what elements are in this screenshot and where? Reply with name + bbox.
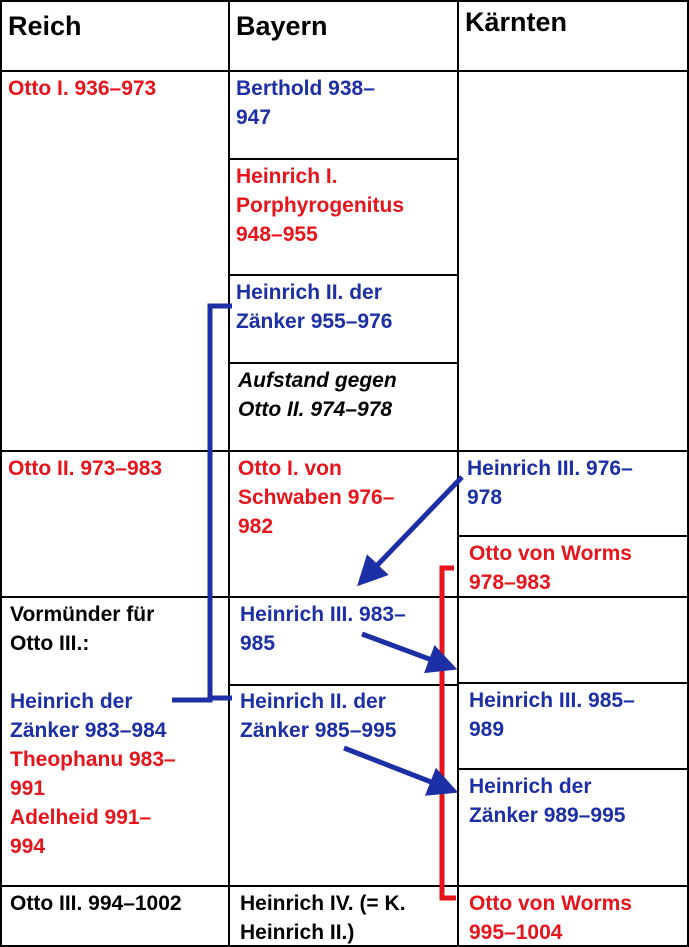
kaernten-heinrich3b: Heinrich III. 985– 989: [469, 689, 635, 741]
bracket-heinrich-zaenker: [172, 306, 232, 700]
reich-otto2: Otto II. 973–983: [8, 457, 163, 480]
bracket-otto-worms: [442, 568, 456, 898]
bayern-heinrich2: Heinrich II. der Zänker 955–976: [236, 281, 393, 333]
kaernten-heinrich3a: Heinrich III. 976– 978: [467, 457, 633, 509]
header-bayern: Bayern: [236, 11, 328, 41]
reich-theophanu: Theophanu 983– 991: [10, 748, 176, 800]
header-kaernten: Kärnten: [465, 7, 568, 37]
kaernten-otto-worms2: Otto von Worms 995–1004: [469, 892, 632, 944]
reich-adelheid: Adelheid 991– 994: [10, 806, 152, 858]
bayern-berthold: Berthold 938– 947: [236, 77, 375, 129]
arrow-heinrich3-to-bayern: [364, 477, 462, 579]
kaernten-otto-worms1: Otto von Worms 978–983: [469, 542, 632, 594]
bayern-aufstand: Aufstand gegen Otto II. 974–978: [238, 369, 397, 421]
reich-otto3: Otto III. 994–1002: [10, 892, 182, 915]
reich-vormuender: Vormünder für Otto III.:: [10, 603, 155, 655]
bayern-heinrich3: Heinrich III. 983– 985: [240, 603, 406, 655]
reich-otto1: Otto I. 936–973: [8, 77, 157, 100]
header-reich: Reich: [8, 11, 82, 41]
bayern-heinrich2b: Heinrich II. der Zänker 985–995: [240, 690, 397, 742]
bayern-heinrich4: Heinrich IV. (= K. Heinrich II.): [240, 892, 406, 944]
bayern-otto-schwaben: Otto I. von Schwaben 976– 982: [238, 457, 395, 538]
arrow-heinrich3-to-kaernten: [362, 634, 448, 666]
kaernten-heinrich-zaenker: Heinrich der Zänker 989–995: [469, 775, 626, 827]
bayern-heinrich1: Heinrich I. Porphyrogenitus 948–955: [236, 165, 405, 246]
arrow-heinrich2-to-kaernten: [344, 748, 449, 789]
reich-heinrich-zaenker: Heinrich der Zänker 983–984: [10, 690, 167, 742]
